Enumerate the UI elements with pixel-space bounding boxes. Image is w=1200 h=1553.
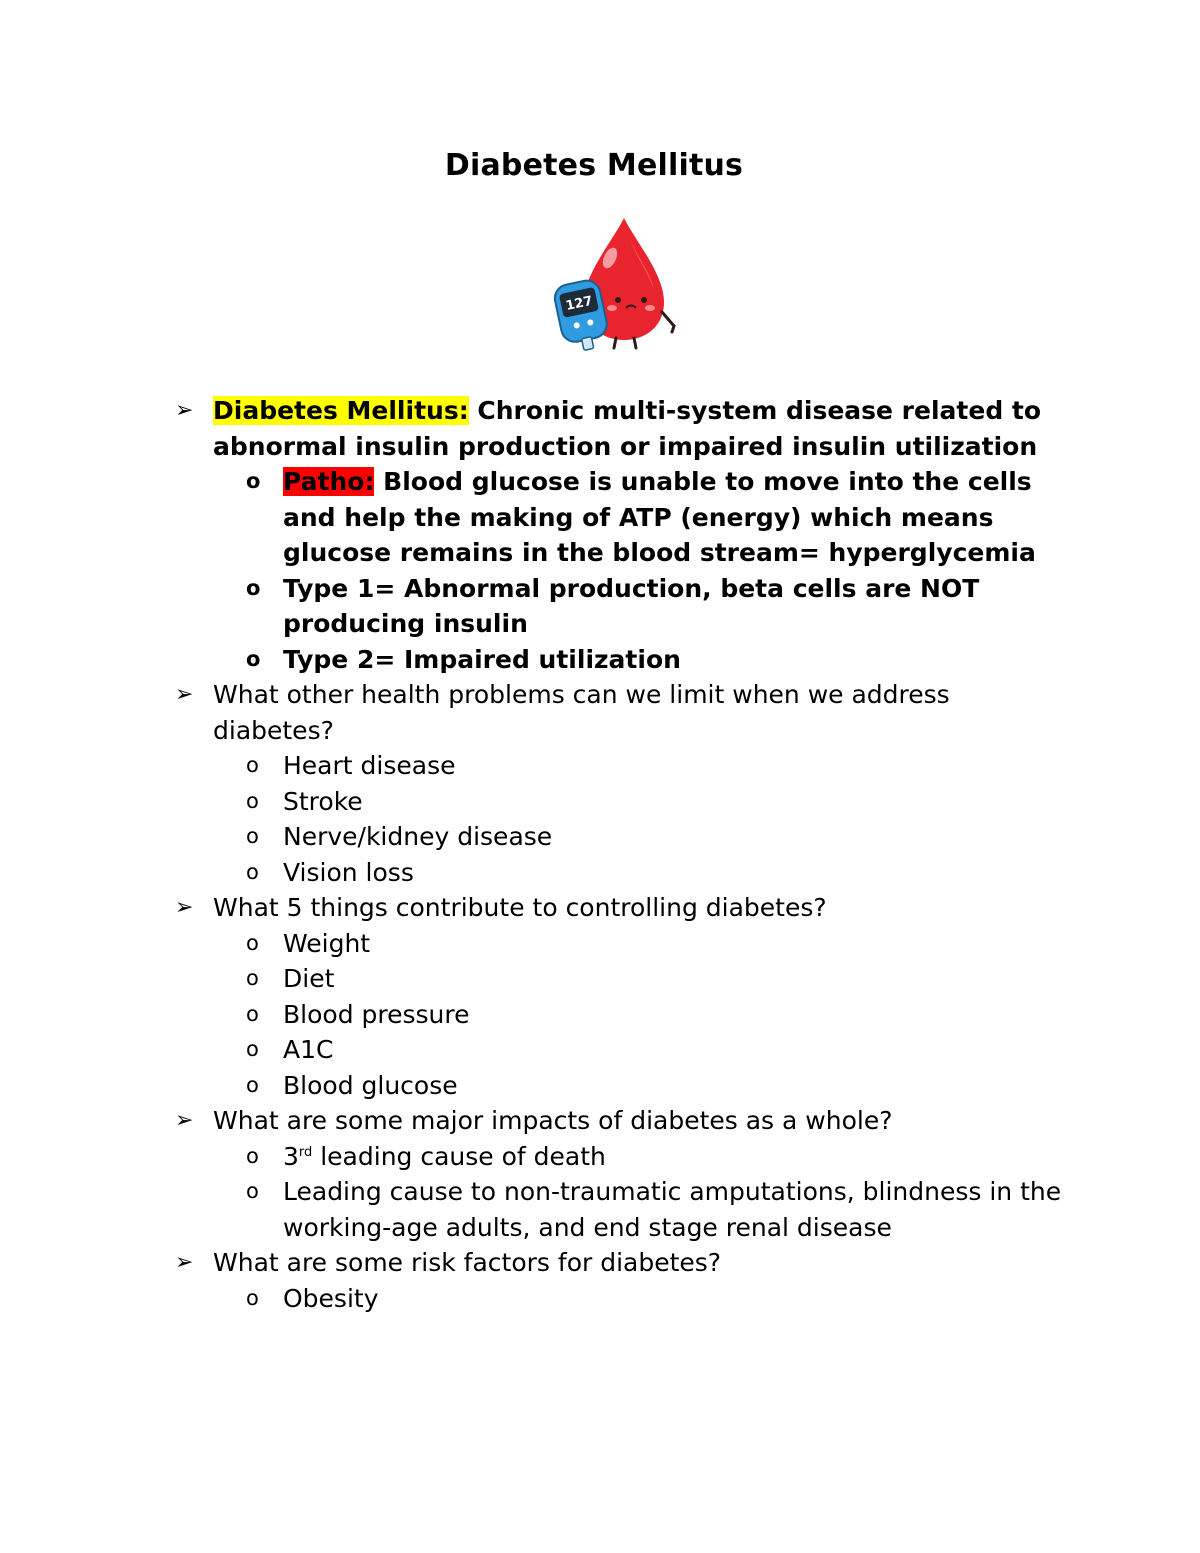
question-text: What are some risk factors for diabetes? bbox=[213, 1248, 722, 1277]
type2-text: Type 2= Impaired utilization bbox=[283, 644, 681, 674]
list-item bbox=[170, 890, 1070, 926]
item-text: Weight bbox=[283, 928, 371, 958]
highlighted-term: Patho: bbox=[283, 467, 375, 496]
sub-list-item bbox=[170, 926, 1070, 962]
circle-bullet-icon: o bbox=[246, 788, 259, 813]
circle-bullet-icon: o bbox=[246, 1143, 259, 1168]
arrow-bullet-icon: ➢ bbox=[175, 1108, 194, 1133]
circle-bullet-icon: o bbox=[246, 469, 261, 493]
sub-list-item bbox=[170, 855, 1070, 891]
item-text: Diet bbox=[283, 964, 335, 993]
ordinal-suffix: rd bbox=[298, 1144, 313, 1160]
list-item bbox=[170, 1245, 1070, 1281]
sub-list-item bbox=[170, 748, 1070, 784]
list-item bbox=[170, 1103, 1070, 1139]
notes-body bbox=[170, 393, 1070, 1316]
circle-bullet-icon: o bbox=[246, 1037, 259, 1061]
item-text: Leading cause to non-traumatic amputations, blindness in the working-age adults, and end stage renal disease bbox=[283, 1177, 1062, 1242]
sub-list-item bbox=[170, 1068, 1070, 1104]
circle-bullet-icon: o bbox=[246, 824, 259, 848]
item-text: Obesity bbox=[283, 1283, 379, 1313]
circle-bullet-icon: o bbox=[246, 646, 261, 671]
sub-list-item bbox=[170, 819, 1070, 855]
question-text: What other health problems can we limit when we address diabetes? bbox=[213, 680, 950, 745]
item-text: Blood pressure bbox=[283, 999, 470, 1029]
blood-drop-with-glucometer-icon bbox=[552, 212, 692, 352]
circle-bullet-icon: o bbox=[246, 859, 259, 884]
arrow-bullet-icon: ➢ bbox=[175, 398, 194, 423]
sub-list-item bbox=[170, 1281, 1070, 1317]
circle-bullet-icon: o bbox=[246, 1072, 259, 1097]
circle-bullet-icon: o bbox=[246, 966, 259, 990]
item-text: Vision loss bbox=[283, 857, 414, 887]
sub-list-item bbox=[170, 784, 1070, 820]
sub-list-item bbox=[170, 1139, 1070, 1175]
question-text: What 5 things contribute to controlling diabetes? bbox=[213, 893, 827, 922]
item-text: Nerve/kidney disease bbox=[283, 822, 553, 851]
circle-bullet-icon: o bbox=[246, 1179, 259, 1203]
sub-list-item bbox=[170, 642, 1070, 678]
circle-bullet-icon: o bbox=[246, 930, 259, 955]
question-text: What are some major impacts of diabetes as a whole? bbox=[213, 1106, 893, 1135]
rank-number: 3 bbox=[283, 1141, 299, 1171]
sub-list-item bbox=[170, 997, 1070, 1033]
circle-bullet-icon: o bbox=[246, 575, 261, 600]
item-text: leading cause of death bbox=[312, 1141, 606, 1171]
list-item bbox=[170, 393, 1070, 464]
type1-text: Type 1= Abnormal production, beta cells are NOT producing insulin bbox=[283, 573, 980, 638]
arrow-bullet-icon: ➢ bbox=[175, 1250, 194, 1275]
sub-list-item bbox=[170, 1032, 1070, 1068]
sub-list-item bbox=[170, 961, 1070, 997]
definition-text: Chronic multi-system disease related to abnormal insulin production or impaired insulin utilization bbox=[213, 396, 1042, 461]
circle-bullet-icon: o bbox=[246, 753, 259, 777]
item-text: Blood glucose bbox=[283, 1070, 458, 1100]
sub-list-item bbox=[170, 1174, 1070, 1245]
item-text: A1C bbox=[283, 1035, 334, 1064]
item-text: Stroke bbox=[283, 786, 363, 816]
arrow-bullet-icon: ➢ bbox=[175, 682, 194, 707]
page-title: Diabetes Mellitus bbox=[444, 148, 744, 183]
circle-bullet-icon: o bbox=[246, 1285, 259, 1310]
circle-bullet-icon: o bbox=[246, 1001, 259, 1026]
arrow-bullet-icon: ➢ bbox=[175, 895, 194, 920]
item-text: Heart disease bbox=[283, 751, 456, 780]
sub-list-item bbox=[170, 464, 1070, 571]
highlighted-term: Diabetes Mellitus: bbox=[213, 396, 469, 425]
sub-list-item bbox=[170, 571, 1070, 642]
list-item bbox=[170, 677, 1070, 748]
patho-text: Blood glucose is unable to move into the cells and help the making of ATP (energy) which means glucose remains in the blood stream= hyperglycemia bbox=[283, 467, 1036, 567]
meter-reading: 127 bbox=[564, 293, 595, 315]
